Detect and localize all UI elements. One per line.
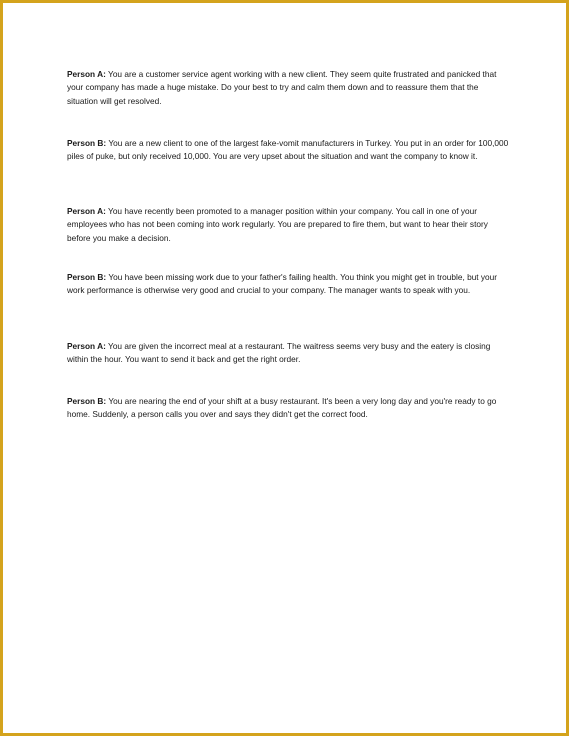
- scenario-role: Person A:: [67, 206, 106, 216]
- scenario-5: [67, 340, 509, 367]
- scenario-role: Person B:: [67, 272, 107, 282]
- scenario-role: Person B:: [67, 396, 107, 406]
- scenario-6: [67, 395, 509, 422]
- scenario-text: You have recently been promoted to a manager position within your company. You call in one of your employees who has not been coming into work regularly. You are prepared to fire them, but want to hear their story before you make a decision.: [67, 206, 488, 243]
- scenario-2: [67, 137, 509, 164]
- scenario-role: Person A:: [67, 69, 106, 79]
- scenario-3: [67, 205, 509, 245]
- scenario-role: Person A:: [67, 341, 106, 351]
- scenario-text: You are a customer service agent working with a new client. They seem quite frustrated and panicked that your company has made a huge mistake. Do your best to try and calm them down and to reassure them that the situation will get resolved.: [67, 69, 497, 106]
- document-page: [3, 3, 566, 733]
- scenario-role: Person B:: [67, 138, 107, 148]
- scenario-1: [67, 68, 509, 108]
- scenario-text: You have been missing work due to your father's failing health. You think you might get in trouble, but your work performance is otherwise very good and crucial to your company. The manager wants to speak with you.: [67, 272, 498, 296]
- scenario-4: [67, 271, 509, 298]
- scenario-text: You are nearing the end of your shift at a busy restaurant. It's been a very long day and you're ready to go home. Suddenly, a person calls you over and says they didn't get the correct food.: [67, 396, 497, 420]
- scenario-text: You are a new client to one of the largest fake-vomit manufacturers in Turkey. You put in an order for 100,000 piles of puke, but only received 10,000. You are very upset about the situation and want the company to know it.: [67, 138, 509, 162]
- scenario-text: You are given the incorrect meal at a restaurant. The waitress seems very busy and the eatery is closing within the hour. You want to send it back and get the right order.: [67, 341, 491, 365]
